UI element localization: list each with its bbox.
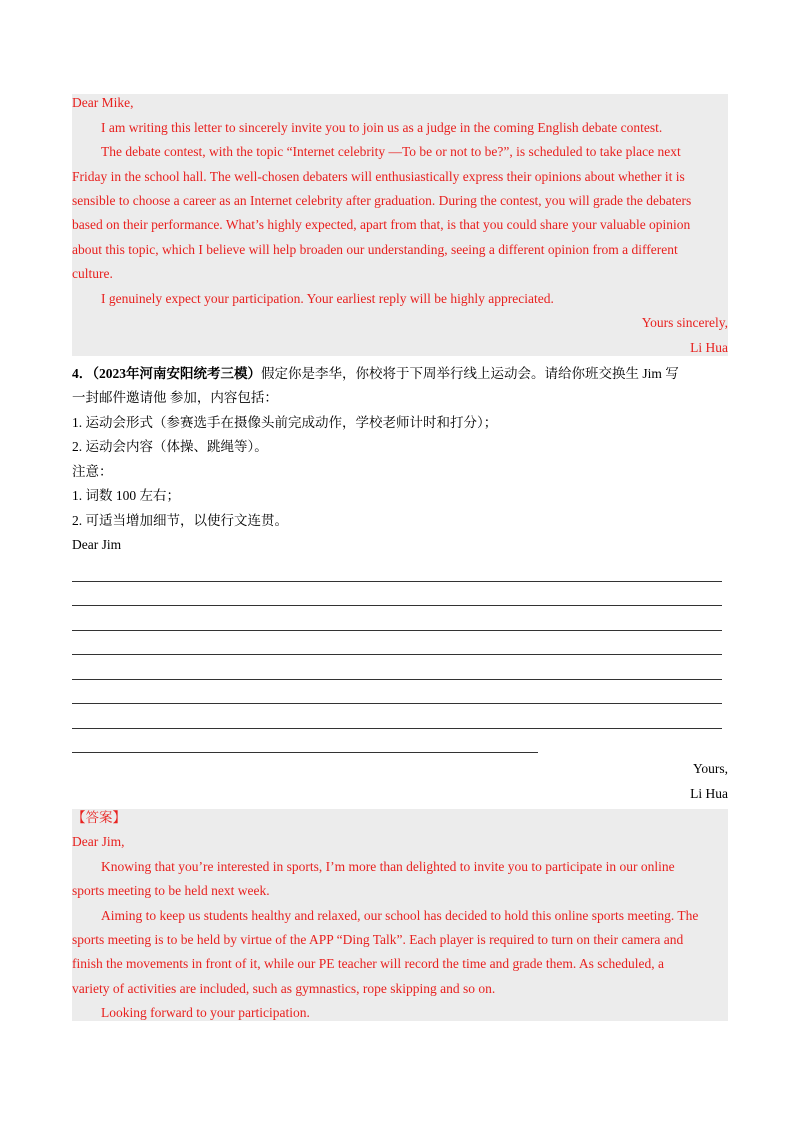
question-prompt-line2: 一封邮件邀请他 参加，内容包括：	[72, 390, 278, 405]
note-1: 1. 词数 100 左右；	[72, 488, 180, 503]
answer-line: sports meeting is to be held by virtue of the APP “Ding Talk”. Each player is required to turn on their camera and	[72, 932, 684, 947]
letter1-line: I genuinely expect your participation. Your earliest reply will be highly appreciated.	[101, 291, 554, 306]
letter1-line: The debate contest, with the topic “Internet celebrity —To be or not to be?”, is scheduled to take place next	[101, 144, 681, 159]
writing-line[interactable]	[72, 630, 722, 631]
question-signature: Li Hua	[690, 786, 728, 801]
question-item-2: 2. 运动会内容（体操、跳绳等）。	[72, 439, 268, 454]
question-salutation: Dear Jim	[72, 537, 122, 552]
question-source: （2023年河南安阳统考三模）	[92, 366, 261, 381]
writing-line[interactable]	[72, 581, 722, 582]
writing-line[interactable]	[72, 679, 722, 680]
question-closing: Yours,	[692, 761, 728, 776]
writing-line[interactable]	[72, 703, 722, 704]
letter1-line: sensible to choose a career as an Internet celebrity after graduation. During the contest, you will grade the debaters	[72, 193, 692, 208]
writing-line[interactable]	[72, 605, 722, 606]
writing-line[interactable]	[72, 654, 722, 655]
question-number: 4．	[72, 366, 93, 381]
letter1-signature: Li Hua	[690, 340, 728, 355]
letter1-line: Friday in the school hall. The well-chosen debaters will enthusiastically express their opinions about whether it is	[72, 169, 685, 184]
question-prompt-text: 假定你是李华，你校将于下周举行线上运动会。请给你班交换生 Jim 写	[261, 366, 679, 381]
letter1-line: culture.	[72, 266, 113, 281]
writing-line[interactable]	[72, 752, 538, 753]
note-title: 注意：	[72, 464, 113, 479]
answer-label: 【答案】	[72, 810, 126, 825]
answer-line: finish the movements in front of it, while our PE teacher will record the time and grade them. As scheduled, a	[72, 956, 664, 971]
letter1-line: I am writing this letter to sincerely invite you to join us as a judge in the coming English debate contest.	[101, 120, 663, 135]
question-item-1: 1. 运动会形式（参赛选手在摄像头前完成动作，学校老师计时和打分）；	[72, 415, 498, 430]
answer-line: Knowing that you’re interested in sports, I’m more than delighted to invite you to participate in our online	[101, 859, 675, 874]
letter1-salutation: Dear Mike,	[72, 95, 134, 110]
note-2: 2. 可适当增加细节，以使行文连贯。	[72, 513, 288, 528]
letter1-line: about this topic, which I believe will help broaden our understanding, seeing a different opinion from a different	[72, 242, 678, 257]
letter1-closing: Yours sincerely,	[641, 315, 728, 330]
answer-line: Looking forward to your participation.	[101, 1005, 310, 1020]
answer-line: Aiming to keep us students healthy and relaxed, our school has decided to hold this online sports meeting. The	[101, 908, 699, 923]
writing-line[interactable]	[72, 728, 722, 729]
letter1-line: based on their performance. What’s highly expected, apart from that, is that you could share your valuable opinion	[72, 217, 691, 232]
answer-line: variety of activities are included, such as gymnastics, rope skipping and so on.	[72, 981, 496, 996]
answer-salutation: Dear Jim,	[72, 834, 125, 849]
question-prompt-line1	[72, 362, 728, 387]
answer-line: sports meeting to be held next week.	[72, 883, 270, 898]
